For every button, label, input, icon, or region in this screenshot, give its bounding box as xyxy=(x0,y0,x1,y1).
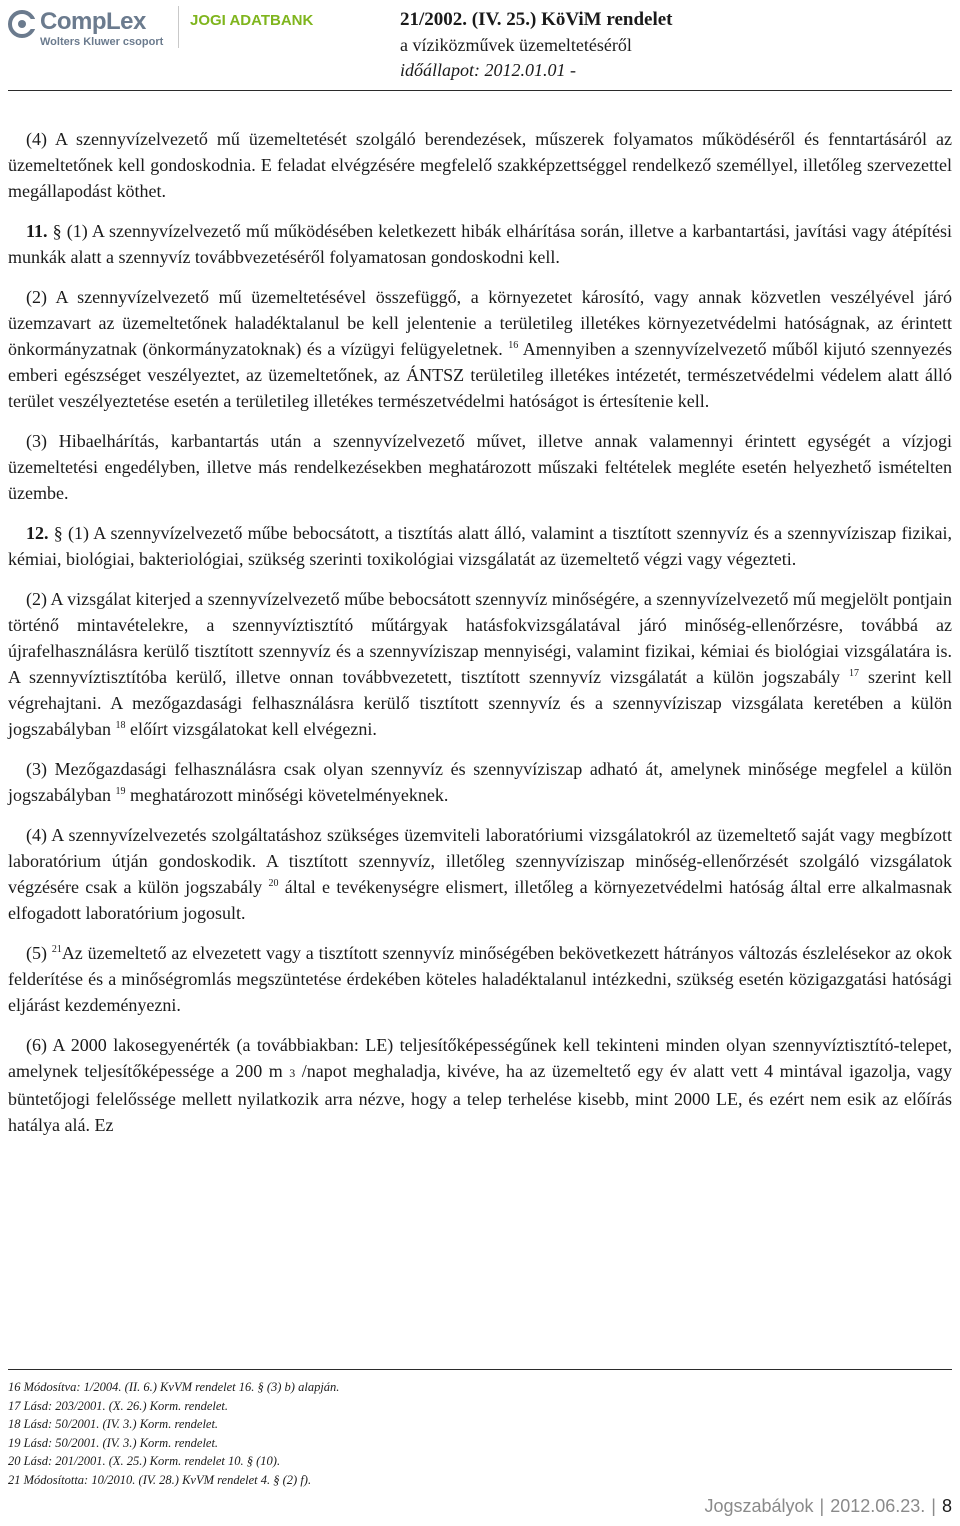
footer-separator: | xyxy=(931,1496,936,1516)
complex-logo xyxy=(6,6,176,52)
section-12-paragraph-4 xyxy=(8,822,952,926)
paragraph-text: § (1) A szennyvízelvezető műbe bebocsátott, a tisztítás alatt álló, valamint a tisztított szennyvíz és a szennyvíziszap fizikai, kémiai, biológiai, bakteriológiai, szükség szerinti toxikológiai vizsgálatát az üzemeltető végzi vagy végezteti. xyxy=(8,523,953,569)
complex-logo-icon xyxy=(8,10,36,38)
document-title: 21/2002. (IV. 25.) KöViM rendelet xyxy=(400,9,673,30)
paragraph-text: által e tevékenységre elismert, illetőleg a környezetvédelmi hatóság által erre alkalmasnak elfogadott laboratórium jogosult. xyxy=(8,877,953,923)
paragraph-text: előírt vizsgálatokat kell elvégezni. xyxy=(125,719,377,739)
section-12-paragraph-3 xyxy=(8,756,952,808)
document-subtitle: a víziközművek üzemeltetéséről xyxy=(400,35,632,55)
footnote-ref-20[interactable]: 20 xyxy=(268,878,279,889)
paragraph-text: /napot meghaladja, kivéve, ha az üzemeltető egy év alatt vett 4 mintával igazolja, vagy büntetőjogi felelőssége mellett nyilatkozik arra nézve, hogy a telep terhelése kisebb, mint 2000 LE, és ezért nem esik az előírás hatálya alá. Ez xyxy=(8,1061,952,1135)
section-12-paragraph-6 xyxy=(8,1032,952,1138)
footnote-item: 16 Módosítva: 1/2004. (II. 6.) KvVM rendelet 16. § (3) b) alapján. xyxy=(8,1380,340,1394)
paragraph-text: (4) A szennyvízelvezetés szolgáltatáshoz szükséges üzemviteli laboratóriumi vizsgálatokról az üzemeltető saját vagy megbízott laboratórium útján gondoskodik. A tisztított szennyvíz, illetőleg szennyvíziszap minőség-ellenőrzését szolgáló vizsgálatok végzésére csak a külön jogszabály xyxy=(8,825,952,897)
footnote-ref-18[interactable]: 18 xyxy=(115,720,126,731)
footnote-rule xyxy=(8,1369,952,1370)
section-11-paragraph-1 xyxy=(8,218,952,270)
complex-logo-subtitle: Wolters Kluwer csoport xyxy=(40,36,164,48)
footnote-ref-16[interactable]: 16 xyxy=(508,340,519,351)
paragraph-text: (4) A szennyvízelvezető mű üzemeltetését szolgáló berendezések, műszerek folyamatos működéséről és fenntartásáról az üzemeltetőnek kell gondoskodnia. E feladat elvégzésére megfelelő szakképzettséggel rendelkező személlyel, illetőleg szervezettel megállapodást köthet. xyxy=(8,129,952,201)
section-11-paragraph-2 xyxy=(8,284,952,414)
footnote-ref-21[interactable]: 21 xyxy=(51,944,62,955)
footnote-item: 21 Módosította: 10/2010. (IV. 28.) KvVM rendelet 4. § (2) f). xyxy=(8,1472,312,1487)
complex-logo-name: CompLex xyxy=(40,8,146,35)
paragraph-text: szerint kell végrehajtani. A mezőgazdasági felhasználásra kerülő tisztított szennyvíz és a szennyvíziszap vizsgálata keretében a külön jogszabályban xyxy=(8,667,953,739)
paragraph-text: § (1) A szennyvízelvezető mű működésében keletkezett hibák elhárítása során, illetve a karbantartási, javítási vagy átépítési munkák alatt a szennyvíz továbbvezetéséről folyamatosan gondoskodni kell. xyxy=(8,221,952,267)
footer-source: Jogszabályok xyxy=(704,1496,814,1516)
jogi-adatbank-logo: JOGI ADATBANK xyxy=(190,12,314,29)
paragraph-text: (3) Mezőgazdasági felhasználásra csak olyan szennyvíz és szennyvíziszap adható át, amelynek minősége megfelel a külön jogszabályban xyxy=(8,759,952,805)
paragraph-prefix: (5) xyxy=(26,943,52,963)
footer-separator: | xyxy=(819,1496,825,1516)
document-body xyxy=(8,126,952,1152)
section-12-paragraph-5 xyxy=(8,940,952,1018)
section-number: 11. xyxy=(26,221,48,241)
page-footer xyxy=(704,1496,952,1517)
section-12-paragraph-2 xyxy=(8,586,952,742)
section-number: 12. xyxy=(26,523,49,543)
section-12-paragraph-1 xyxy=(8,520,952,572)
section-11-paragraph-3 xyxy=(8,428,952,506)
paragraph-text: (2) A szennyvízelvezető mű üzemeltetésével összefüggő, a környezetet károsító, vagy annak közvetlen veszélyével járó üzemzavart az üzemeltetőnek haladéktalanul be kell jelentenie a területileg illetékes környezetvédelmi hatóságnak, az érintett önkormányzatnak (önkormányzatoknak) és a vízügyi felügyeletnek. xyxy=(8,287,952,359)
paragraph-10-4 xyxy=(8,126,952,204)
paragraph-text: Az üzemeltető az elvezetett vagy a tisztított szennyvíz minőségében bekövetkezett hátrányos változás észlelésekor az okok felderítése és a minőségromlás megszüntetése érdekében köteles haladéktalanul intézkedni, szükség esetén közigazgatási hatósági eljárást kezdeményezni. xyxy=(8,943,952,1015)
footnote-ref-19[interactable]: 19 xyxy=(115,786,126,797)
page-header xyxy=(0,0,960,92)
paragraph-text: Amennyiben a szennyvízelvezető műből kijutó szennyezés emberi egészséget veszélyeztet, az üzemeltetőnek, az ÁNTSZ területileg illetékes intézetét, természetvédelmi védelem alatt álló terület veszélyeztetése esetén a területileg illetékes természetvédelmi hatóságot is értesítenie kell. xyxy=(8,339,953,411)
header-rule xyxy=(8,90,952,91)
paragraph-text: (3) Hibaelhárítás, karbantartás után a szennyvízelvezető művet, illetve annak valamennyi érintett egységét a vízjogi üzemeltetési engedélyben, illetve más rendelkezésekben meghatározott műszaki feltételek megléte esetén helyezhető ismételten üzembe. xyxy=(8,431,952,503)
footnote-item: 17 Lásd: 203/2001. (X. 26.) Korm. rendelet. xyxy=(8,1398,229,1413)
footnote-item: 20 Lásd: 201/2001. (X. 25.) Korm. rendelet 10. § (10). xyxy=(8,1454,281,1468)
footnote-item: 18 Lásd: 50/2001. (IV. 3.) Korm. rendelet. xyxy=(8,1417,219,1431)
footnotes xyxy=(8,1378,952,1489)
document-state-date: időállapot: 2012.01.01 - xyxy=(400,60,576,80)
paragraph-text: meghatározott minőségi követelményeknek. xyxy=(125,785,449,805)
paragraph-text: (2) A vizsgálat kiterjed a szennyvízelvezető műbe bebocsátott szennyvíz minőségére, a szennyvízelvezető mű megjelölt pontjain történő mintavételekre, a szennyvíztisztító műtárgyak hatásfokvizsgálatával járó minőség-ellenőrzésre, továbbá az újrafelhasználásra kerülő tisztított szennyvíz és a szennyvíziszap mennyiségi, valamint fizikai, kémiai és biológiai vizsgálatára is. A szennyvíztisztítóba kerülő, illetve onnan továbbvezetett, tisztított szennyvíz vizsgálatát a külön jogszabály xyxy=(8,589,952,687)
unit-exponent: 3 xyxy=(289,1066,296,1080)
footer-date: 2012.06.23. xyxy=(830,1496,926,1516)
page-number: 8 xyxy=(941,1496,952,1516)
footnote-ref-17[interactable]: 17 xyxy=(849,668,859,679)
footnote-item: 19 Lásd: 50/2001. (IV. 3.) Korm. rendelet. xyxy=(8,1435,219,1450)
header-divider xyxy=(178,6,179,48)
paragraph-text: (6) A 2000 lakosegyenérték (a továbbiakban: LE) teljesítőképességűnek kell tekinteni minden olyan szennyvíztisztító-telepet, amelynek teljesítőképessége a 200 m xyxy=(8,1035,952,1081)
